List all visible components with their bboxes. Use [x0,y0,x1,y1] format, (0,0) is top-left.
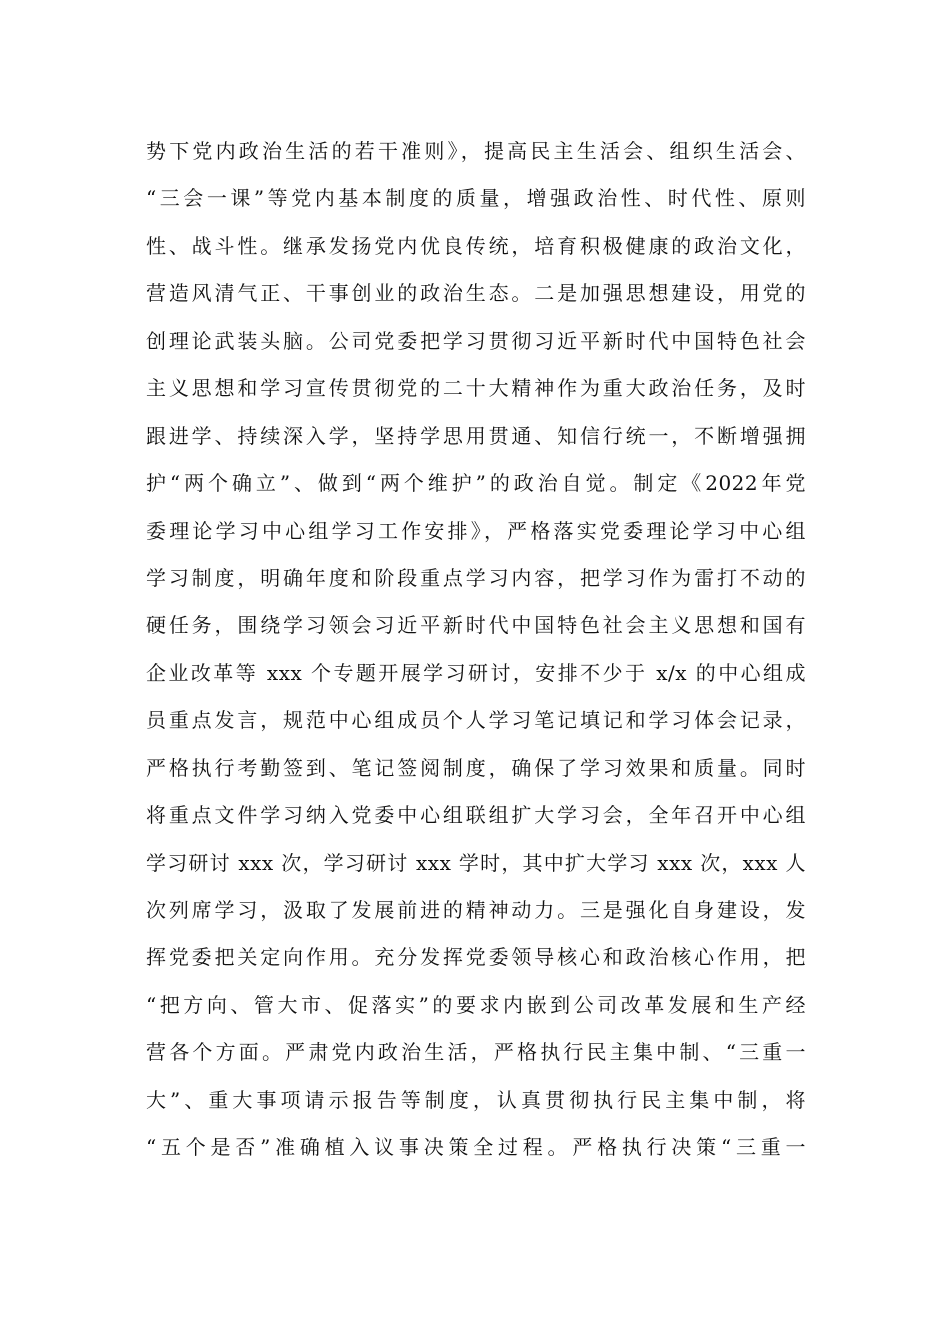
text-line: 严格执行考勤签到、笔记签阅制度，确保了学习效果和质量。同时 [146,755,806,780]
text-line: 次列席学习，汲取了发展前进的精神动力。三是强化自身建设，发 [146,898,806,922]
text-line: “五个是否”准确植入议事决策全过程。严格执行决策“三重一 [146,1135,806,1160]
text-line: 势下党内政治生活的若干准则》，提高民主生活会、组织生活会、 [146,139,806,163]
text-line: 员重点发言，规范中心组成员个人学习笔记填记和学习体会记录， [146,708,806,733]
text-line: 委理论学习中心组学习工作安排》，严格落实党委理论学习中心组 [146,518,806,543]
text-line: 营各个方面。严肃党内政治生活，严格执行民主集中制、“三重一 [146,1040,806,1065]
text-line: 企业改革等 xxx 个专题开展学习研讨，安排不少于 x/x 的中心组成 [146,660,806,685]
text-line: 营造风清气正、干事创业的政治生态。二是加强思想建设，用党的 [146,281,806,306]
body-text [146,128,806,1172]
text-line: 跟进学、持续深入学，坚持学思用贯通、知信行统一，不断增强拥 [146,423,806,448]
text-line: 护“两个确立”、做到“两个维护”的政治自觉。制定《2022年党 [146,471,806,496]
text-line: 主义思想和学习宣传贯彻党的二十大精神作为重大政治任务，及时 [146,376,806,401]
text-line: 挥党委把关定向作用。充分发挥党委领导核心和政治核心作用，把 [146,945,806,970]
text-line: 将重点文件学习纳入党委中心组联组扩大学习会，全年召开中心组 [146,803,806,828]
text-line: 硬任务，围绕学习领会习近平新时代中国特色社会主义思想和国有 [146,613,806,638]
text-line: 创理论武装头脑。公司党委把学习贯彻习近平新时代中国特色社会 [146,328,806,353]
text-line: “把方向、管大市、促落实”的要求内嵌到公司改革发展和生产经 [146,992,806,1017]
text-line: 大”、重大事项请示报告等制度，认真贯彻执行民主集中制，将 [146,1087,806,1112]
text-line: “三会一课”等党内基本制度的质量，增强政治性、时代性、原则 [146,186,806,211]
text-line: 学习研讨 xxx 次，学习研讨 xxx 学时，其中扩大学习 xxx 次，xxx 人 [146,850,806,875]
text-line: 学习制度，明确年度和阶段重点学习内容，把学习作为雷打不动的 [146,565,806,590]
text-line: 性、战斗性。继承发扬党内优良传统，培育积极健康的政治文化， [146,233,806,258]
